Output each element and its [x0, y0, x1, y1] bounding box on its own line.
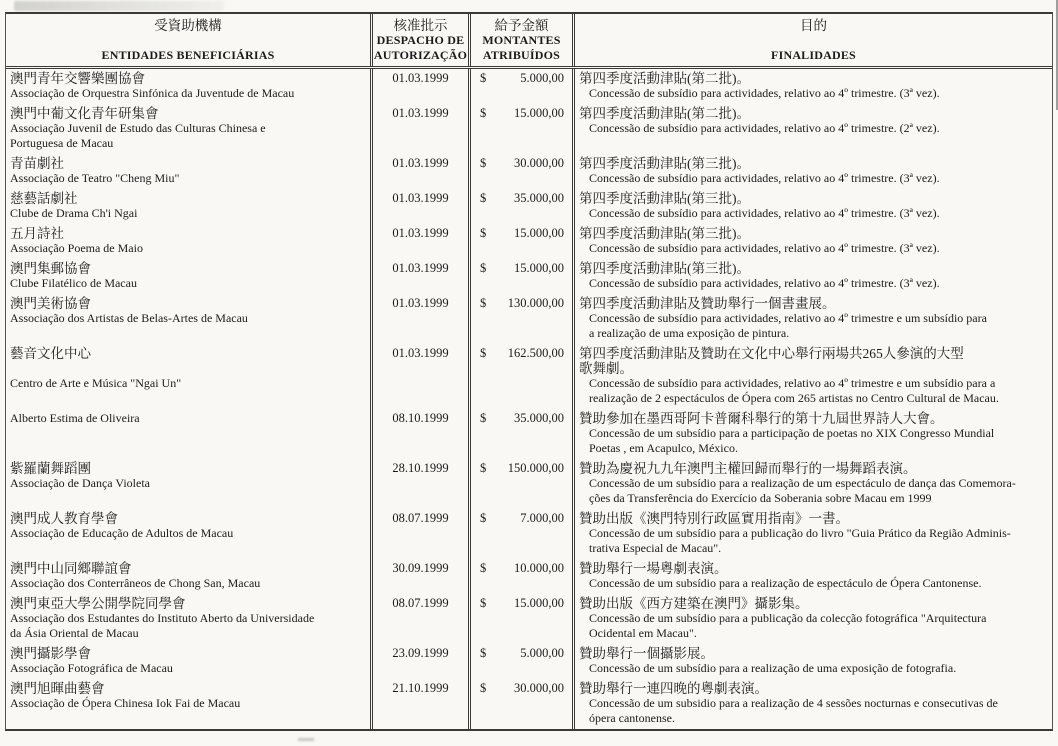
- entity-cell: [6, 679, 370, 729]
- entity-name-line: Centro de Arte e Música "Ngai Un": [10, 376, 182, 390]
- purpose-line: Concessão de um subsídio para a publicação da colecção fotográfica "Arquitectura: [589, 611, 987, 625]
- purpose-cell: [572, 259, 1052, 294]
- date-cell: [370, 559, 468, 594]
- purpose-line: ções da Transferência do Exercício da Soberania sobre Macau em 1999: [589, 491, 932, 505]
- header-date-cell: [370, 14, 468, 66]
- authorization-date: 01.03.1999: [392, 106, 449, 120]
- purpose-line: Concessão de um subsídio para a publicação do livro "Guia Prático da Região Adminis-: [589, 526, 1011, 540]
- purpose-cell: [572, 104, 1052, 154]
- authorization-date: 01.03.1999: [392, 346, 449, 360]
- header-purpose-cell: [572, 14, 1052, 66]
- amount-value: 35.000,00: [514, 191, 564, 205]
- authorization-date: 28.10.1999: [392, 461, 449, 475]
- authorization-date: 08.07.1999: [392, 511, 449, 525]
- header-date-pt-line2: AUTORIZAÇÃO: [373, 48, 468, 62]
- authorization-date: 01.03.1999: [392, 156, 449, 170]
- table-row: [6, 69, 1052, 104]
- date-cell: [370, 344, 468, 409]
- currency-symbol: $: [480, 296, 487, 310]
- purpose-line: 贊助出版《澳門特別行政區實用指南》一書。: [579, 511, 849, 526]
- purpose-cell: [572, 459, 1052, 509]
- currency-symbol: $: [480, 646, 487, 660]
- table-row: [6, 259, 1052, 294]
- table-header: [6, 14, 1052, 69]
- entity-name-line: 五月詩社: [10, 226, 64, 241]
- amount-cell: [468, 594, 572, 644]
- amount-value: 130.000,00: [507, 296, 564, 310]
- purpose-line: 第四季度活動津貼(第三批)。: [579, 226, 750, 241]
- currency-symbol: $: [480, 261, 487, 275]
- currency-symbol: $: [480, 346, 487, 360]
- purpose-line: 贊助舉行一個攝影展。: [579, 646, 714, 661]
- currency-symbol: $: [480, 226, 487, 240]
- amount-value: 15.000,00: [514, 596, 564, 610]
- amount-cell: [468, 409, 572, 459]
- entity-cell: [6, 409, 370, 459]
- purpose-cell: [572, 344, 1052, 409]
- amount-value: 15.000,00: [514, 261, 564, 275]
- amount-value: 15.000,00: [514, 106, 564, 120]
- entity-name-line: 澳門美術協會: [10, 296, 91, 311]
- amount-value: 5.000,00: [520, 71, 564, 85]
- entity-cell: [6, 294, 370, 344]
- entity-cell: [6, 644, 370, 679]
- amount-cell: [468, 294, 572, 344]
- purpose-line: Poetas , em Acapulco, México.: [589, 441, 738, 455]
- date-cell: [370, 259, 468, 294]
- scan-mark-artifact: [298, 738, 314, 741]
- currency-symbol: $: [480, 156, 487, 170]
- purpose-line: Concessão de um subsídio para a realização de espectáculo de Ópera Cantonense.: [589, 576, 982, 590]
- amount-cell: [468, 644, 572, 679]
- amount-cell: [468, 344, 572, 409]
- header-amount-zh: 給予金額: [494, 18, 549, 33]
- entity-cell: [6, 559, 370, 594]
- amount-value: 150.000,00: [507, 461, 564, 475]
- amount-value: 30.000,00: [514, 156, 564, 170]
- amount-cell: [468, 104, 572, 154]
- date-cell: [370, 69, 468, 104]
- purpose-line: Ocidental em Macau".: [589, 626, 697, 640]
- purpose-cell: [572, 559, 1052, 594]
- amount-value: 15.000,00: [514, 226, 564, 240]
- amount-cell: [468, 679, 572, 729]
- purpose-line: 贊助舉行一場粵劇表演。: [579, 561, 728, 576]
- date-cell: [370, 509, 468, 559]
- purpose-line: Concessão de um subsidio para a realização de 4 sessões nocturnas e consecutivas de: [589, 696, 998, 710]
- purpose-cell: [572, 509, 1052, 559]
- purpose-cell: [572, 224, 1052, 259]
- entity-name-line: Associação Fotográfica de Macau: [10, 661, 173, 675]
- authorization-date: 30.09.1999: [392, 561, 449, 575]
- entity-name-line: 澳門青年交響樂團協會: [10, 71, 145, 86]
- entity-cell: [6, 154, 370, 189]
- entity-name-line: 慈藝話劇社: [10, 191, 78, 206]
- purpose-line: 第四季度活動津貼及贊助舉行一個書畫展。: [579, 296, 836, 311]
- table-row: [6, 509, 1052, 559]
- entity-cell: [6, 104, 370, 154]
- purpose-line: Concessão de subsídio para actividades, relativo ao 4º trimestre e um subsídio para: [589, 311, 987, 325]
- purpose-line: a realização de uma exposição de pintura.: [589, 326, 790, 340]
- entity-name-line: Associação dos Artistas de Belas-Artes de Macau: [10, 311, 248, 325]
- purpose-cell: [572, 594, 1052, 644]
- currency-symbol: $: [480, 71, 487, 85]
- date-cell: [370, 459, 468, 509]
- amount-cell: [468, 154, 572, 189]
- amount-value: 7.000,00: [520, 511, 564, 525]
- purpose-line: 第四季度活動津貼(第二批)。: [579, 71, 750, 86]
- currency-symbol: $: [480, 511, 487, 525]
- purpose-line: 第四季度活動津貼(第三批)。: [579, 191, 750, 206]
- entity-name-line: Alberto Estima de Oliveira: [10, 411, 140, 425]
- currency-symbol: $: [480, 681, 487, 695]
- date-cell: [370, 679, 468, 729]
- entity-name-line: Associação dos Estudantes do Instituto Aberto da Universidade: [10, 611, 315, 625]
- currency-symbol: $: [480, 561, 487, 575]
- entity-cell: [6, 594, 370, 644]
- purpose-line: Concessão de subsídio para actividades, relativo ao 4º trimestre. (3ª vez).: [589, 86, 940, 100]
- header-purpose-zh: 目的: [800, 18, 827, 33]
- table-row: [6, 104, 1052, 154]
- header-amount-cell: [468, 14, 572, 66]
- purpose-line: Concessão de subsídio para actividades, relativo ao 4º trimestre. (3ª vez).: [589, 276, 940, 290]
- header-amount-pt-line1: MONTANTES: [482, 33, 561, 47]
- authorization-date: 23.09.1999: [392, 646, 449, 660]
- purpose-line: trativa Especial de Macau".: [589, 541, 722, 555]
- entity-name-line: 澳門集郵協會: [10, 261, 91, 276]
- currency-symbol: $: [480, 191, 487, 205]
- entity-name-line: 澳門中葡文化青年研集會: [10, 106, 159, 121]
- authorization-date: 08.07.1999: [392, 596, 449, 610]
- table-row: [6, 594, 1052, 644]
- table-row: [6, 644, 1052, 679]
- entity-name-line: Associação de Orquestra Sinfónica da Juventude de Macau: [10, 86, 295, 100]
- authorization-date: 21.10.1999: [392, 681, 449, 695]
- purpose-line: Concessão de um subsídio para a realização de uma exposição de fotografia.: [589, 661, 957, 675]
- entity-name-line: Associação dos Conterrâneos de Chong San, Macau: [10, 576, 261, 590]
- currency-symbol: $: [480, 411, 487, 425]
- purpose-line: 第四季度活動津貼(第三批)。: [579, 261, 750, 276]
- entity-name-line: Associação de Ópera Chinesa Iok Fai de Macau: [10, 696, 241, 710]
- table-row: [6, 294, 1052, 344]
- date-cell: [370, 154, 468, 189]
- entity-name-line: Associação Juvenil de Estudo das Culturas Chinesa e: [10, 121, 266, 135]
- date-cell: [370, 224, 468, 259]
- amount-cell: [468, 69, 572, 104]
- entity-name-line: 澳門中山同鄉聯誼會: [10, 561, 132, 576]
- entity-name-line: Portuguesa de Macau: [10, 136, 114, 150]
- table-body: [6, 69, 1052, 729]
- entity-name-line: Associação de Educação de Adultos de Macau: [10, 526, 234, 540]
- table-row: [6, 409, 1052, 459]
- entity-name-line: Clube de Drama Ch'i Ngai: [10, 206, 138, 220]
- purpose-line: Concessão de subsídio para actividades, relativo ao 4º trimestre. (2ª vez).: [589, 121, 940, 135]
- table-row: [6, 459, 1052, 509]
- authorization-date: 01.03.1999: [392, 226, 449, 240]
- purpose-line: 贊助參加在墨西哥阿卡普爾科舉行的第十九屆世界詩人大會。: [579, 411, 944, 426]
- purpose-line: 贊助舉行一連四晚的粵劇表演。: [579, 681, 768, 696]
- currency-symbol: $: [480, 106, 487, 120]
- purpose-line: 第四季度活動津貼及贊助在文化中心舉行兩場共265人參演的大型: [579, 346, 964, 361]
- authorization-date: 01.03.1999: [392, 261, 449, 275]
- entity-cell: [6, 459, 370, 509]
- entity-cell: [6, 224, 370, 259]
- authorization-date: 01.03.1999: [392, 296, 449, 310]
- purpose-line: Concessão de um subsídio para a participação de poetas no XIX Congresso Mundial: [589, 426, 995, 440]
- entity-name-line: 青苗劇社: [10, 156, 64, 171]
- header-entities-cell: [6, 14, 370, 66]
- table-row: [6, 189, 1052, 224]
- amount-value: 30.000,00: [514, 681, 564, 695]
- entity-name-line: Associação de Teatro "Cheng Miu": [10, 171, 180, 185]
- date-cell: [370, 189, 468, 224]
- entity-name-line: 紫羅蘭舞蹈團: [10, 461, 91, 476]
- purpose-line: Concessão de subsídio para actividades, relativo ao 4º trimestre. (3ª vez).: [589, 206, 940, 220]
- purpose-line: Concessão de subsídio para actividades, relativo ao 4º trimestre. (3ª vez).: [589, 171, 940, 185]
- date-cell: [370, 294, 468, 344]
- purpose-line: 歌舞劇。: [579, 361, 633, 376]
- amount-cell: [468, 509, 572, 559]
- header-date-zh: 核准批示: [393, 18, 448, 33]
- header-entities-zh: 受資助機構: [154, 18, 222, 33]
- purpose-line: 第四季度活動津貼(第二批)。: [579, 106, 750, 121]
- entity-name-line: 澳門攝影學會: [10, 646, 91, 661]
- header-purpose-pt: FINALIDADES: [771, 48, 856, 62]
- amount-value: 35.000,00: [514, 411, 564, 425]
- entity-name-line: Associação Poema de Maio: [10, 241, 143, 255]
- header-amount-pt-line2: ATRIBUÍDOS: [482, 48, 561, 62]
- date-cell: [370, 409, 468, 459]
- entity-name-line: da Ásia Oriental de Macau: [10, 626, 139, 640]
- entity-name-line: Associação de Dança Violeta: [10, 476, 150, 490]
- amount-cell: [468, 559, 572, 594]
- amount-cell: [468, 224, 572, 259]
- subsidy-table: [5, 12, 1053, 731]
- amount-value: 5.000,00: [520, 646, 564, 660]
- purpose-cell: [572, 294, 1052, 344]
- amount-cell: [468, 459, 572, 509]
- table-row: [6, 154, 1052, 189]
- scan-smudge-artifact: [14, 1, 224, 11]
- amount-cell: [468, 259, 572, 294]
- currency-symbol: $: [480, 596, 487, 610]
- purpose-cell: [572, 69, 1052, 104]
- entity-name-line: 藝音文化中心: [10, 346, 91, 361]
- date-cell: [370, 644, 468, 679]
- date-cell: [370, 104, 468, 154]
- entity-cell: [6, 259, 370, 294]
- table-row: [6, 559, 1052, 594]
- purpose-cell: [572, 644, 1052, 679]
- purpose-line: 贊助為慶祝九九年澳門主權回歸而舉行的一場舞蹈表演。: [579, 461, 917, 476]
- purpose-line: Concessão de um subsídio para a realização de um espectáculo de dança das Comemora-: [589, 476, 1016, 490]
- purpose-line: 贊助出版《西方建築在澳門》攝影集。: [579, 596, 809, 611]
- entity-cell: [6, 509, 370, 559]
- entity-cell: [6, 189, 370, 224]
- purpose-cell: [572, 154, 1052, 189]
- entity-cell: [6, 344, 370, 409]
- table-row: [6, 224, 1052, 259]
- authorization-date: 01.03.1999: [392, 191, 449, 205]
- table-row: [6, 344, 1052, 409]
- purpose-line: Concessão de subsídio para actividades, relativo ao 4º trimestre. (3ª vez).: [589, 241, 940, 255]
- entity-cell: [6, 69, 370, 104]
- purpose-line: ópera cantonense.: [589, 711, 675, 725]
- entity-name-line: 澳門東亞大學公開學院同學會: [10, 596, 186, 611]
- date-cell: [370, 594, 468, 644]
- amount-cell: [468, 189, 572, 224]
- amount-value: 10.000,00: [514, 561, 564, 575]
- entity-name-line: 澳門旭暉曲藝會: [10, 681, 105, 696]
- purpose-line: realização de 2 espectáculos de Ópera com 265 artistas no Centro Cultural de Macau.: [589, 391, 999, 405]
- table-row: [6, 679, 1052, 729]
- purpose-line: 第四季度活動津貼(第三批)。: [579, 156, 750, 171]
- purpose-cell: [572, 409, 1052, 459]
- entity-name-line: 澳門成人教育學會: [10, 511, 118, 526]
- entity-name-line: [10, 361, 366, 376]
- currency-symbol: $: [480, 461, 487, 475]
- authorization-date: 01.03.1999: [392, 71, 449, 85]
- purpose-cell: [572, 189, 1052, 224]
- header-date-pt-line1: DESPACHO DE: [376, 33, 465, 47]
- entity-name-line: Clube Filatélico de Macau: [10, 276, 137, 290]
- authorization-date: 08.10.1999: [392, 411, 449, 425]
- purpose-line: Concessão de subsídio para actividades, relativo ao 4º trimestre e um subsídio para a: [589, 376, 996, 390]
- purpose-cell: [572, 679, 1052, 729]
- header-entities-pt: ENTIDADES BENEFICIÁRIAS: [101, 48, 275, 62]
- amount-value: 162.500,00: [507, 346, 564, 360]
